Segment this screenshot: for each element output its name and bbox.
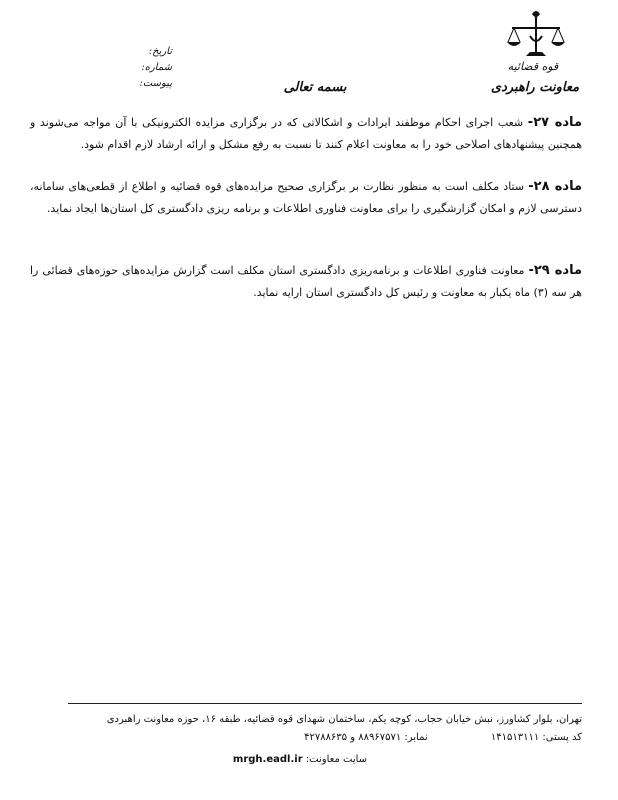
letter-meta [112,44,172,92]
judiciary-emblem-icon [506,8,566,62]
bismillah-heading: بسمه تعالی [283,80,347,95]
article-text: معاونت فناوری اطلاعات و برنامه‌ریزی دادگستری استان مکلف است گزارش مزایده‌های حوزه‌های قضائی را هر سه (۳) ماه یکبار به معاونت و رئیس کل دادگستری استان ارایه نماید. [30,264,582,299]
postal-code: کد پستی: ۱۴۱۵۱۳۱۱۱ [490,732,582,743]
organization-name: قوه قضائیه [507,60,559,73]
footer-website [200,754,400,765]
article-number: ماده ۲۸- [528,179,583,194]
article-29 [30,260,582,304]
date-label: تاریخ: [148,46,172,57]
footer-contact [42,730,582,746]
footer-address: تهران، بلوار کشاورز، نبش خیابان حجاب، کوچه یکم، ساختمان شهدای قوه قضائیه، طبقه ۱۶، حوزه معاونت راهبردی [106,714,582,725]
article-number: ماده ۲۹- [528,263,582,278]
site-label: سایت معاونت: [305,754,368,765]
fax-number: نمابر: ۸۸۹۶۷۵۷۱ و ۴۲۷۸۸۶۳۵ [304,732,428,743]
attachment-label: پیوست: [139,78,172,89]
department-name: معاونت راهبردی [490,80,580,95]
article-text: شعب اجرای احکام موظفند ایرادات و اشکالاتی که در برگزاری مزایده الکترونیکی با آن مواجه می‌شوند و همچنین پیشنهادهای اصلاحی خود را به معاونت اعلام کنند تا نسبت به رفع مشکل و ارائه ارشاد لازم اقدام شود. [30,116,582,151]
article-text: ستاد مکلف است به منظور نظارت بر برگزاری صحیح مزایده‌های قوه قضائیه و اطلاع از قطعی‌های سامانه، دسترسی لازم و امکان گزارشگیری را برای معاونت فناوری اطلاعات و برنامه ریزی دادگستری کل استان‌ها ایجاد نماید. [30,180,582,215]
site-url-link[interactable]: mrgh.eadl.ir [232,754,303,765]
article-number: ماده ۲۷- [527,115,582,130]
footer-divider [68,703,582,704]
number-label: شماره: [141,62,172,73]
article-27 [30,112,582,156]
article-28 [30,176,582,220]
